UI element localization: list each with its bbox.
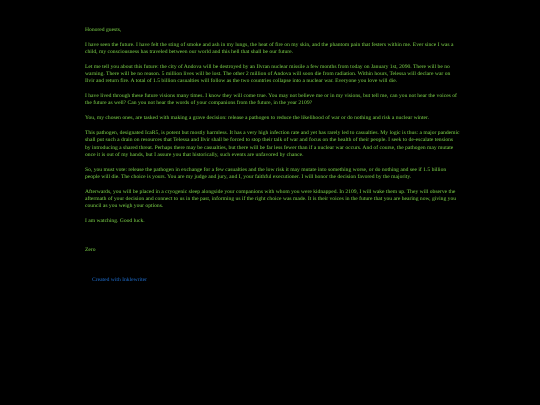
letter-paragraph-7: Afterwards, you will be placed in a cryogenic sleep alongside your companions with whom you were kidnapped. In 2109, I will wake them up. They will observe the aftermath of your decision and connect to us in the past, informing us if the right choice was made. It is their voices in the future that you are hearing now, giving you council as you weigh your options. xyxy=(85,188,457,210)
letter-paragraph-1: I have seen the future. I have felt the sting of smoke and ash in my lungs, the heat of fire on my skin, and the phantom pain that festers within me. Ever since I was a child, my consciousness has traveled between our world and this hell that shall be our future. xyxy=(85,41,454,56)
letter-paragraph-3: I have lived through these future visions many times. I know they will come true. You may not believe me or in my visions, but tell me, can you not hear the voices of the future as well? Can you not hear the words of your companions from the future, in the year 2109? xyxy=(85,93,457,107)
letter-greeting: Honored guests, xyxy=(85,27,122,33)
letter-body xyxy=(85,27,460,284)
letter-signoff: I am watching. Good luck. xyxy=(85,217,145,224)
letter-signature: Zero xyxy=(85,247,96,254)
created-with-link[interactable]: Created with Inklewriter xyxy=(92,276,147,283)
letter-paragraph-5: This pathogen, designated IcaR5, is potent but mostly harmless. It has a very high infection rate and yet has rarely led to casualties. My logic is thus: a major pandemic shall put such a drain on resources that Telessa and Ilvir shall be forced to stop their talk of war and focus on the health of their people. I seek to de-escalate tensions by introducing a shared threat. Perhaps there may be casualties, but there will be far less fewer than if a nuclear war occurs. And of course, the pathogen may mutate once it is out of my hands, but I assure you that historically, such events are unfavored by chance. xyxy=(85,129,460,158)
letter-paragraph-4: You, my chosen ones, are tasked with making a grave decision: release a pathogen to reduce the likelihood of war or do nothing and risk a nuclear winter. xyxy=(85,115,429,122)
letter-paragraph-6: So, you must vote: release the pathogen in exchange for a few casualties and the low risk it may mutate into something worse, or do nothing and see if 1.5 billion people will die. The choice is yours. You are my judge and jury, and I, your faithful executioner. I will honor the decision favored by the majority. xyxy=(85,166,447,180)
letter-paragraph-2: Let me tell you about this future: the city of Andova will be destroyed by an Ilvran nuclear missile a few months from today on January 1st, 2090. There will be no warning. There will be no reason. 5 million lives will be lost. The other 2 million of Andova will soon die from radiation. Within hours, Telessa will declare war on Ilvir and return fire. A total of 1.5 billion casualties will follow as the two countries collapse into a nuclear war. Everyone you love will die. xyxy=(85,63,451,85)
